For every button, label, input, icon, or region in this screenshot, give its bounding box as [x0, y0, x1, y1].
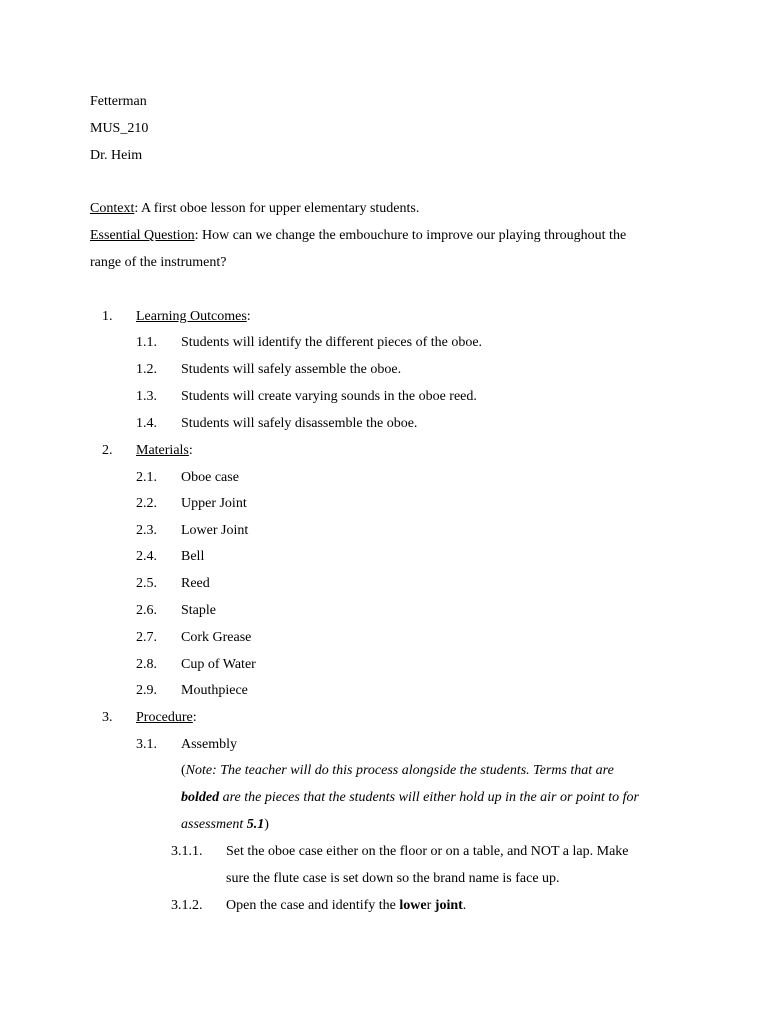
course-code: MUS_210 [90, 121, 149, 136]
section-title-learning-outcomes: Learning Outcomes: [136, 309, 251, 324]
list-item: Set the oboe case either on the floor or on a table, and NOT a lap. Make [226, 844, 629, 859]
list-item: Students will safely assemble the oboe. [181, 362, 402, 377]
section-number: 2. [102, 443, 113, 458]
list-item: Lower Joint [181, 523, 249, 538]
list-item-number: 1.3. [136, 389, 157, 404]
assembly-note-line3: assessment 5.1) [181, 817, 269, 832]
list-item-continuation: sure the flute case is set down so the brand name is face up. [226, 871, 560, 886]
section-number: 1. [102, 309, 113, 324]
list-item-number: 2.2. [136, 496, 157, 511]
section-title-procedure: Procedure: [136, 710, 197, 725]
list-item: Cup of Water [181, 657, 256, 672]
list-item-number: 1.2. [136, 362, 157, 377]
assembly-note-line2: bolded are the pieces that the students will either hold up in the air or point to for [181, 790, 639, 805]
list-item: Cork Grease [181, 630, 252, 645]
essential-question-line: Essential Question: How can we change the embouchure to improve our playing throughout the [90, 228, 627, 243]
essential-question-text: How can we change the embouchure to improve our playing throughout the [198, 228, 627, 243]
list-item: Staple [181, 603, 216, 618]
list-item-number: 2.9. [136, 683, 157, 698]
essential-question-continuation: range of the instrument? [90, 255, 227, 270]
context-label: Context [90, 201, 135, 216]
list-item-number: 1.1. [136, 335, 157, 350]
list-item: Upper Joint [181, 496, 247, 511]
list-item-number: 1.4. [136, 416, 157, 431]
section-title-materials: Materials: [136, 443, 193, 458]
list-item: Students will create varying sounds in the oboe reed. [181, 389, 477, 404]
list-item-number: 2.1. [136, 470, 157, 485]
list-item-number: 2.7. [136, 630, 157, 645]
section-number: 3. [102, 710, 113, 725]
assembly-note-line1: (Note: The teacher will do this process alongside the students. Terms that are [181, 763, 614, 778]
list-item-number: 3.1. [136, 737, 157, 752]
list-item-number: 2.8. [136, 657, 157, 672]
list-item-number: 2.3. [136, 523, 157, 538]
author-name: Fetterman [90, 94, 147, 109]
context-line: Context: A first oboe lesson for upper elementary students. [90, 201, 420, 216]
list-item-assembly: Assembly [181, 737, 237, 752]
list-item: Open the case and identify the lower joint. [226, 898, 467, 913]
list-item-number: 2.5. [136, 576, 157, 591]
list-item: Bell [181, 549, 205, 564]
essential-question-label: Essential Question [90, 228, 195, 243]
instructor-name: Dr. Heim [90, 148, 143, 163]
list-item: Mouthpiece [181, 683, 248, 698]
list-item-number: 3.1.2. [171, 898, 203, 913]
list-item: Students will identify the different pieces of the oboe. [181, 335, 483, 350]
list-item: Students will safely disassemble the oboe. [181, 416, 418, 431]
list-item: Oboe case [181, 470, 239, 485]
context-text: A first oboe lesson for upper elementary students. [138, 201, 420, 216]
list-item-number: 2.4. [136, 549, 157, 564]
list-item-number: 2.6. [136, 603, 157, 618]
list-item-number: 3.1.1. [171, 844, 203, 859]
list-item: Reed [181, 576, 210, 591]
